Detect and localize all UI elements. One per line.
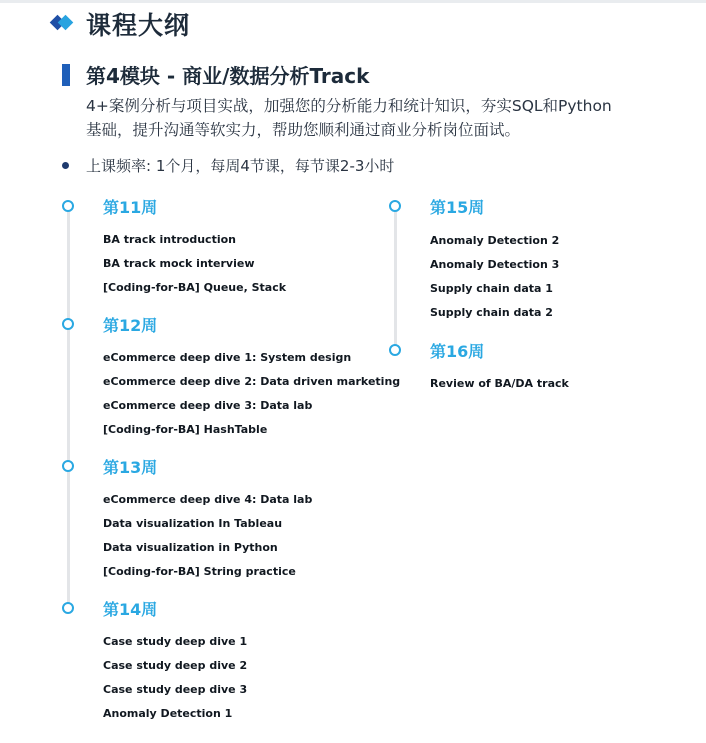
description-line-2: 基础，提升沟通等软实力，帮助您顺利通过商业分析岗位面试。 bbox=[86, 121, 521, 139]
diamond-icon bbox=[52, 13, 74, 35]
timeline-node-icon bbox=[389, 344, 401, 356]
class-frequency bbox=[62, 155, 394, 176]
module-title: 第4模块 - 商业/数据分析Track bbox=[86, 64, 370, 88]
lesson-item: BA track mock interview bbox=[103, 257, 255, 270]
page-header bbox=[52, 6, 190, 42]
week-title: 第11周 bbox=[103, 197, 158, 217]
timeline-node-icon bbox=[62, 318, 74, 330]
lesson-item: Anomaly Detection 1 bbox=[103, 707, 233, 720]
week-title: 第14周 bbox=[103, 599, 158, 619]
timeline-node-icon bbox=[389, 200, 401, 212]
page-title: 课程大纲 bbox=[86, 11, 191, 40]
week-title: 第16周 bbox=[430, 341, 485, 361]
lesson-item: Data visualization In Tableau bbox=[103, 517, 283, 530]
week-block bbox=[62, 596, 400, 726]
lesson-item: [Coding-for-BA] Queue, Stack bbox=[103, 281, 287, 294]
section-bar-icon bbox=[62, 64, 70, 86]
top-divider bbox=[0, 0, 706, 3]
lesson-item: Case study deep dive 3 bbox=[103, 683, 248, 696]
module-header bbox=[62, 60, 369, 89]
timeline-node-icon bbox=[62, 602, 74, 614]
module-description bbox=[86, 94, 666, 142]
timeline-right bbox=[389, 194, 569, 396]
lesson-item: Case study deep dive 2 bbox=[103, 659, 248, 672]
timeline-left bbox=[62, 194, 400, 726]
lesson-item: BA track introduction bbox=[103, 233, 236, 246]
lesson-item: [Coding-for-BA] HashTable bbox=[103, 423, 268, 436]
week-title: 第13周 bbox=[103, 457, 158, 477]
lesson-item: Data visualization in Python bbox=[103, 541, 278, 554]
week-block bbox=[62, 454, 400, 584]
week-title: 第12周 bbox=[103, 315, 158, 335]
lesson-item: Anomaly Detection 2 bbox=[430, 234, 560, 247]
lesson-item: Anomaly Detection 3 bbox=[430, 258, 560, 271]
week-title: 第15周 bbox=[430, 197, 485, 217]
lesson-item: Case study deep dive 1 bbox=[103, 635, 248, 648]
timeline-node-icon bbox=[62, 460, 74, 472]
lesson-item: [Coding-for-BA] String practice bbox=[103, 565, 296, 578]
description-line-1: 4+案例分析与项目实战，加强您的分析能力和统计知识，夯实SQL和Python bbox=[86, 97, 612, 115]
lesson-item: Supply chain data 2 bbox=[430, 306, 553, 319]
week-block bbox=[389, 338, 569, 396]
frequency-text: 上课频率: 1个月，每周4节课，每节课2-3小时 bbox=[86, 157, 395, 175]
lesson-item: eCommerce deep dive 2: Data driven marketing bbox=[103, 375, 401, 388]
lesson-item: Review of BA/DA track bbox=[430, 377, 569, 390]
week-block bbox=[62, 194, 400, 300]
lesson-item: eCommerce deep dive 3: Data lab bbox=[103, 399, 313, 412]
week-block bbox=[389, 194, 569, 325]
week-block bbox=[62, 312, 400, 442]
lesson-item: eCommerce deep dive 1: System design bbox=[103, 351, 352, 364]
lesson-item: eCommerce deep dive 4: Data lab bbox=[103, 493, 313, 506]
bullet-dot-icon bbox=[62, 162, 69, 169]
lesson-item: Supply chain data 1 bbox=[430, 282, 553, 295]
timeline-node-icon bbox=[62, 200, 74, 212]
